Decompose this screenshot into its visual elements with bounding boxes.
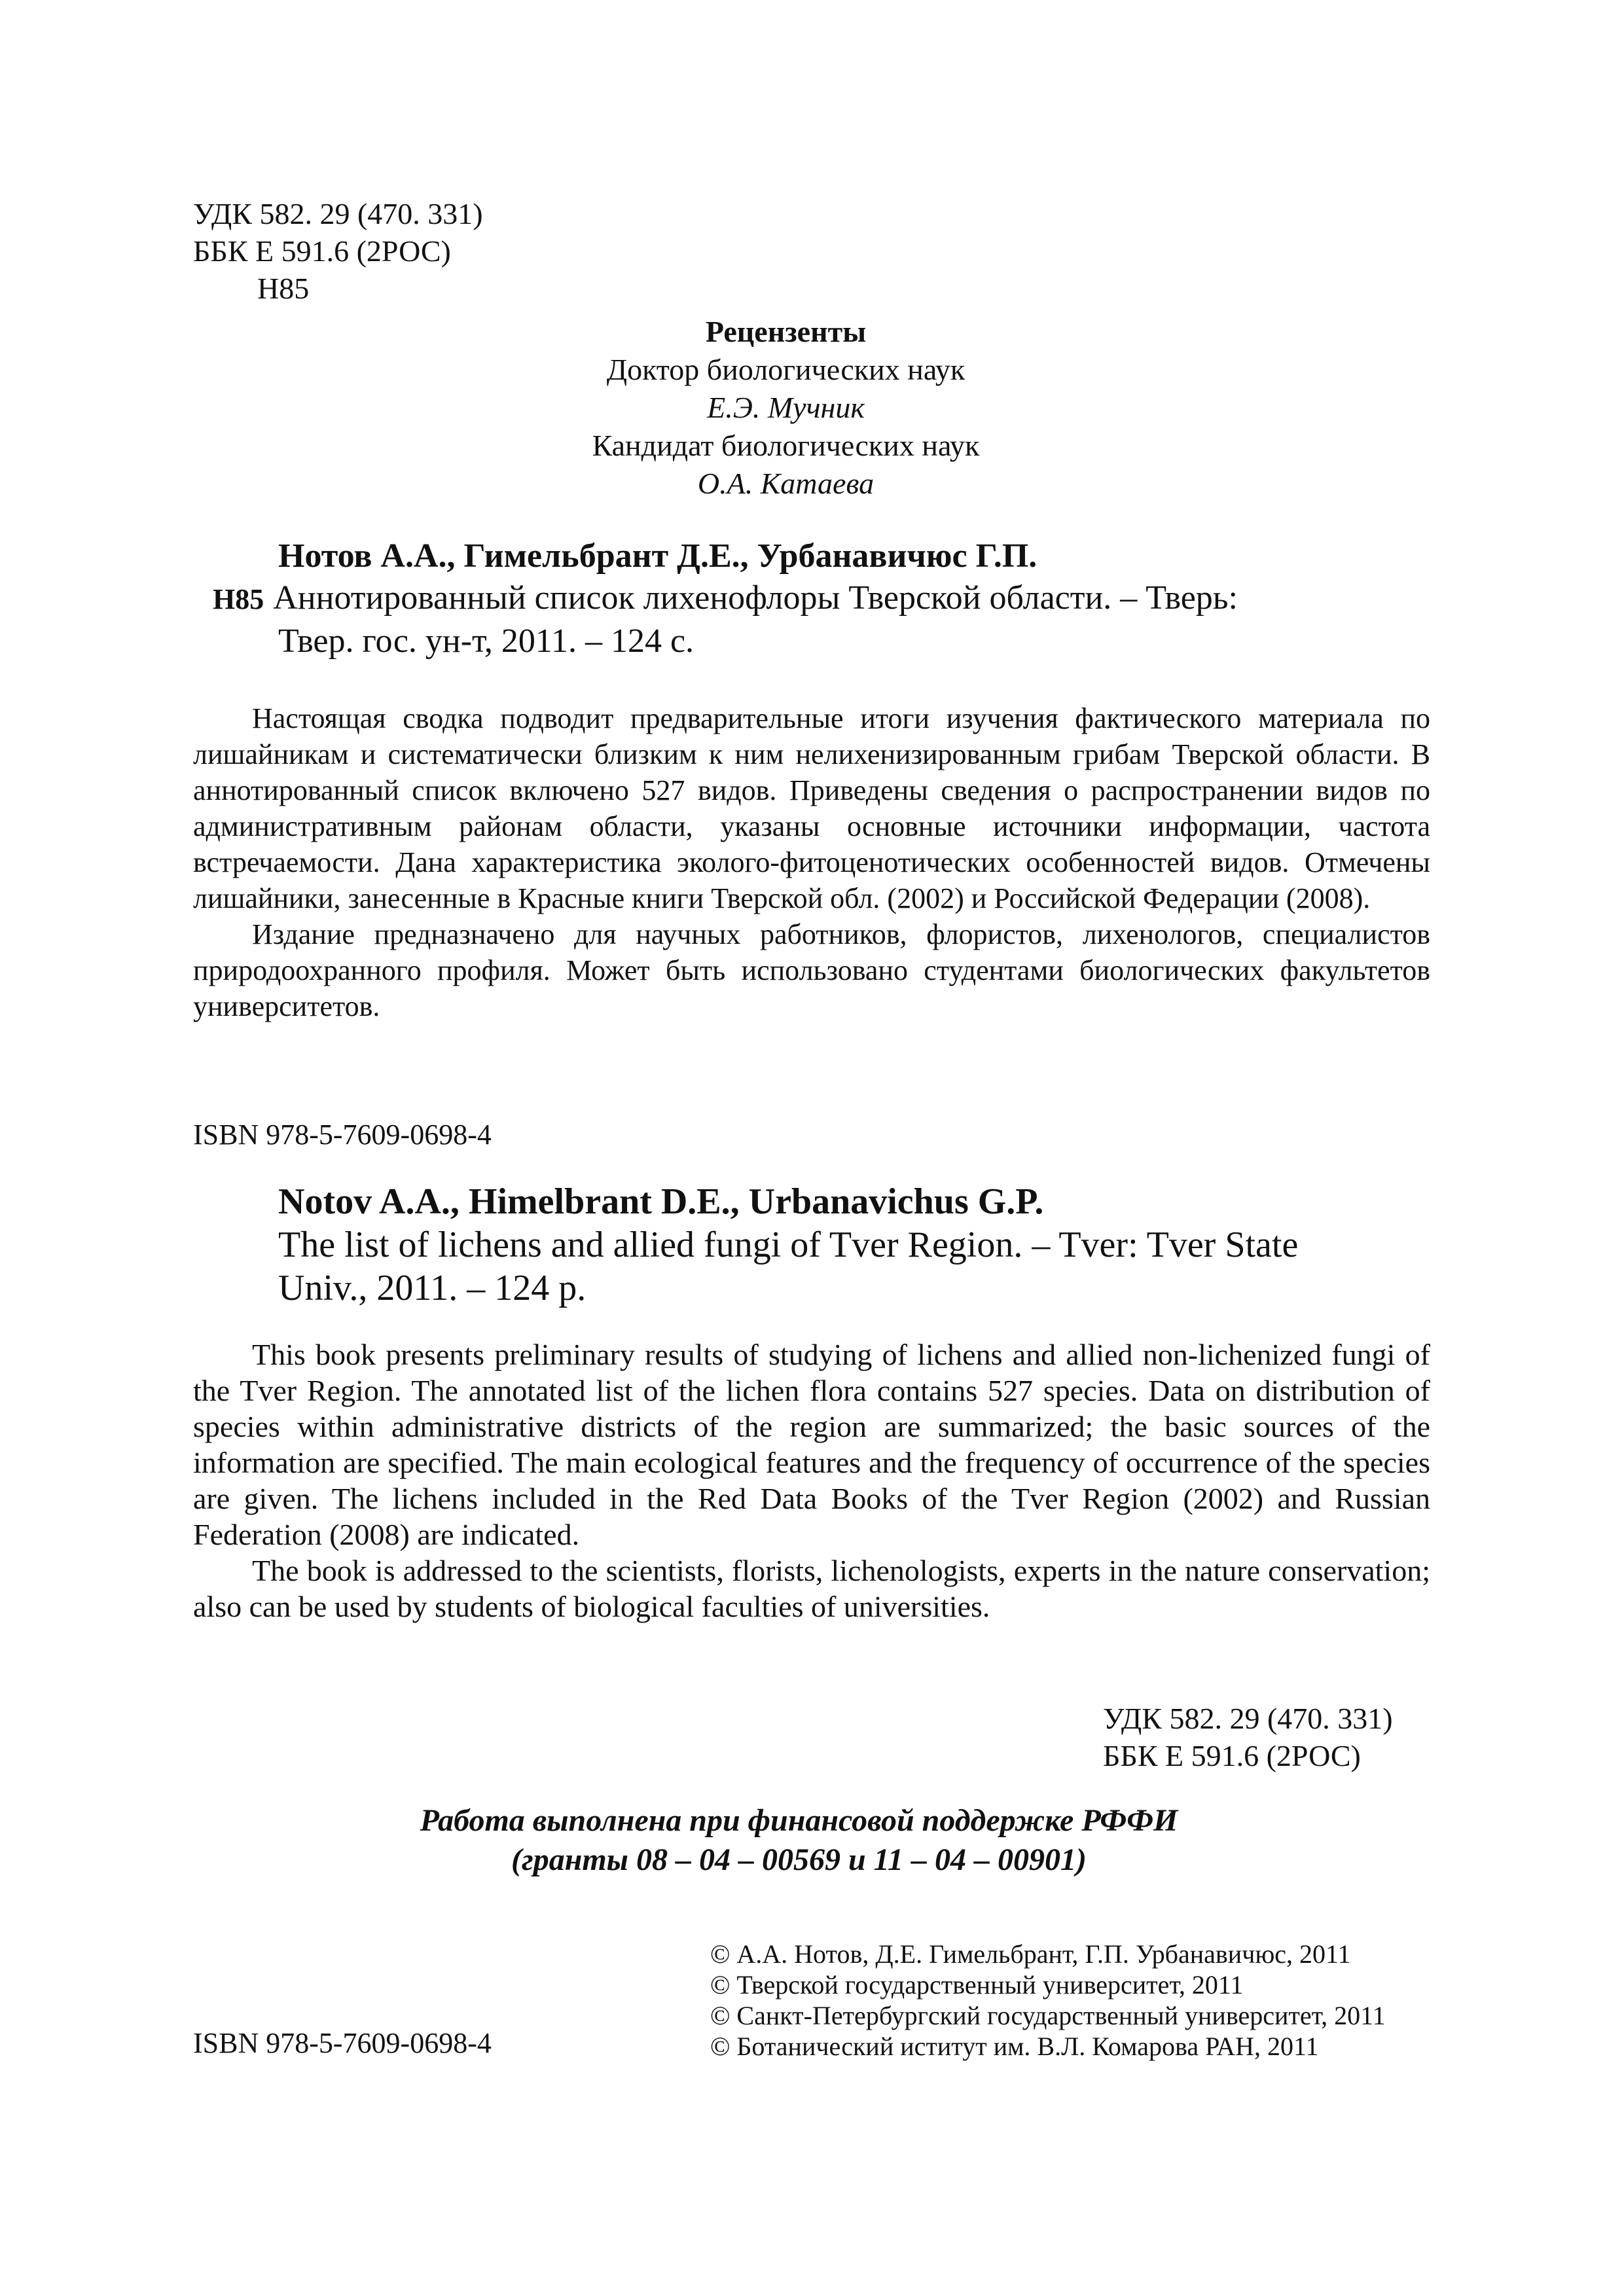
- reviewer-2-name: О.А. Катаева: [697, 467, 875, 500]
- copyright-line: © Санкт-Петербургский государственный университет, 2011: [710, 2001, 1386, 2030]
- bibliographic-record-ru: [213, 535, 1456, 662]
- author-sign-inline: Н85: [213, 583, 264, 615]
- abstract-en: [193, 1336, 1430, 1624]
- author-sign: Н85: [257, 272, 310, 305]
- grant-acknowledgement: [0, 1801, 1624, 1880]
- bibliographic-record-en: [278, 1180, 1430, 1310]
- book-title-en: The list of lichens and allied fungi of Tver Region. – Tver: Tver State: [278, 1225, 1299, 1265]
- imprint-en: Univ., 2011. – 124 p.: [278, 1268, 586, 1308]
- authors-en: Notov A.A., Himelbrant D.E., Urbanavichus G.P.: [278, 1181, 1044, 1222]
- copyright-block: [710, 1939, 1386, 2062]
- copyright-line: © А.А. Нотов, Д.Е. Гимельбрант, Г.П. Урбанавичюс, 2011: [710, 1939, 1351, 1969]
- classification-codes-bottom: [1103, 1700, 1393, 1774]
- authors-ru: Нотов А.А., Гимельбрант Д.Е., Урбанавичюс Г.П.: [278, 537, 1038, 575]
- isbn-line-1: ISBN 978-5-7609-0698-4: [193, 1119, 492, 1151]
- bbk-code: ББК Е 591.6 (2РОС): [193, 234, 451, 268]
- reviewer-1-title: Доктор биологических наук: [606, 353, 965, 386]
- reviewers-block: [0, 313, 1624, 503]
- abstract-ru: [193, 700, 1430, 1024]
- grant-line-1: Работа выполнена при финансовой поддержке РФФИ: [420, 1803, 1178, 1838]
- abstract-en-paragraph-1: This book presents preliminary results of studying of lichens and allied non-lichenized fungi of the Tver Region. The annotated list of the lichen flora contains 527 species. Data on distribution of species within administrative districts of the region are summarized; the basic sources of the information are specified. The main ecological features and the frequency of occurrence of the species are given. The lichens included in the Red Data Books of the Tver Region (2002) and Russian Federation (2008) are indicated.: [193, 1338, 1430, 1551]
- abstract-ru-paragraph-2: Издание предназначено для научных работников, флористов, лихенологов, специалистов природоохранного профиля. Может быть использовано студентами биологических факультетов университетов.: [193, 918, 1430, 1022]
- bbk-code-bottom: ББК Е 591.6 (2РОС): [1103, 1739, 1361, 1772]
- copyright-line: © Ботанический иститут им. В.Л. Комарова РАН, 2011: [710, 2032, 1319, 2061]
- udk-code-bottom: УДК 582. 29 (470. 331): [1103, 1702, 1393, 1735]
- copyright-line: © Тверской государственный университет, 2011: [710, 1970, 1244, 2000]
- udk-code: УДК 582. 29 (470. 331): [193, 197, 483, 230]
- reviewer-2-title: Кандидат биологических наук: [592, 429, 980, 462]
- isbn-line-2: ISBN 978-5-7609-0698-4: [193, 2027, 492, 2059]
- reviewer-1-name: Е.Э. Мучник: [707, 391, 865, 424]
- imprint-ru: Твер. гос. ун-т, 2011. – 124 с.: [278, 622, 695, 660]
- classification-codes-top: [193, 195, 483, 307]
- title-line-ru: [213, 577, 1391, 620]
- abstract-en-paragraph-2: The book is addressed to the scientists, florists, lichenologists, experts in the nature conservation; also can be used by students of biological faculties of universities.: [193, 1554, 1430, 1623]
- book-title-ru: Аннотированный список лихенофлоры Тверской области. – Тверь:: [273, 579, 1238, 617]
- abstract-ru-paragraph-1: Настоящая сводка подводит предварительные итоги изучения фактического материала по лишайникам и систематически близким к ним нелихенизированным грибам Тверской области. В аннотированный список включено 527 видов. Приведены сведения о распространении видов по административным районам области, указаны основные источники информации, частота встречаемости. Дана характеристика эколого-фитоценотических особенностей видов. Отмечены лишайники, занесенные в Красные книги Тверской обл. (2002) и Российской Федерации (2008).: [193, 702, 1430, 914]
- grant-line-2: (гранты 08 – 04 – 00569 и 11 – 04 – 00901): [511, 1842, 1087, 1877]
- reviewers-heading: Рецензенты: [705, 315, 867, 348]
